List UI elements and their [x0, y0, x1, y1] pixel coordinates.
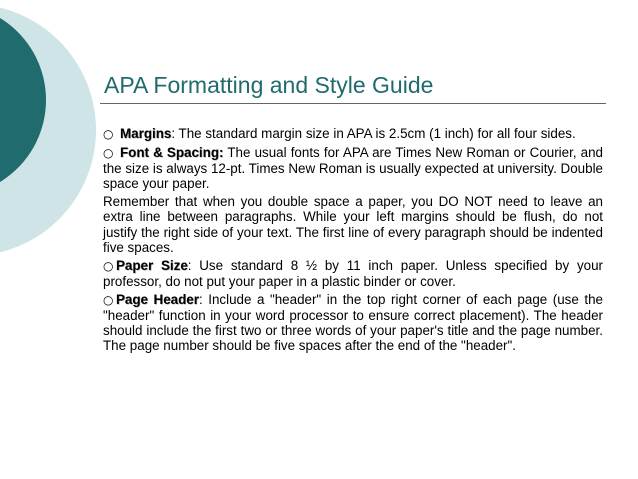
item-label: Page Header	[116, 291, 199, 307]
title-divider	[100, 103, 606, 104]
slide-content	[103, 126, 603, 356]
list-item-paper-size	[103, 258, 603, 289]
list-item-spacing-note	[103, 194, 603, 254]
bullet-icon: ○	[103, 146, 114, 161]
bullet-icon: ○	[103, 127, 114, 141]
bullet-icon: ○	[103, 292, 114, 307]
item-label: Font & Spacing:	[120, 145, 224, 161]
item-text: Remember that when you double space a paper, you DO NOT need to leave an extra line between paragraphs. While your left margins should be flush, do not justify the right side of your text. The first line of every paragraph should be indented five spaces.	[103, 194, 603, 255]
list-item-margins	[103, 126, 603, 142]
decorative-circles	[0, 0, 110, 260]
bullet-icon: ○	[103, 258, 114, 273]
slide-title: APA Formatting and Style Guide	[104, 72, 434, 98]
item-text: : Use standard 8 ½ by 11 inch paper. Unless specified by your professor, do not put your paper in a plastic binder or cover.	[103, 257, 603, 289]
item-text: : Include a "header" in the top right corner of each page (use the "header" function in your word processor to ensure correct placement). The header should include the first two or three words of your paper's title and the page number. The page number should be five spaces after the end of the "header".	[103, 291, 603, 354]
item-text: The usual fonts for APA are Times New Roman or Courier, and the size is always 12-pt. Times New Roman is usually expected at university. Double space your paper.	[103, 145, 604, 192]
item-text: : The standard margin size in APA is 2.5cm (1 inch) for all four sides.	[171, 126, 576, 141]
list-item-page-header	[103, 292, 603, 353]
item-label: Margins	[120, 126, 172, 141]
item-label: Paper Size	[116, 257, 188, 273]
list-item-font-spacing	[103, 145, 603, 191]
